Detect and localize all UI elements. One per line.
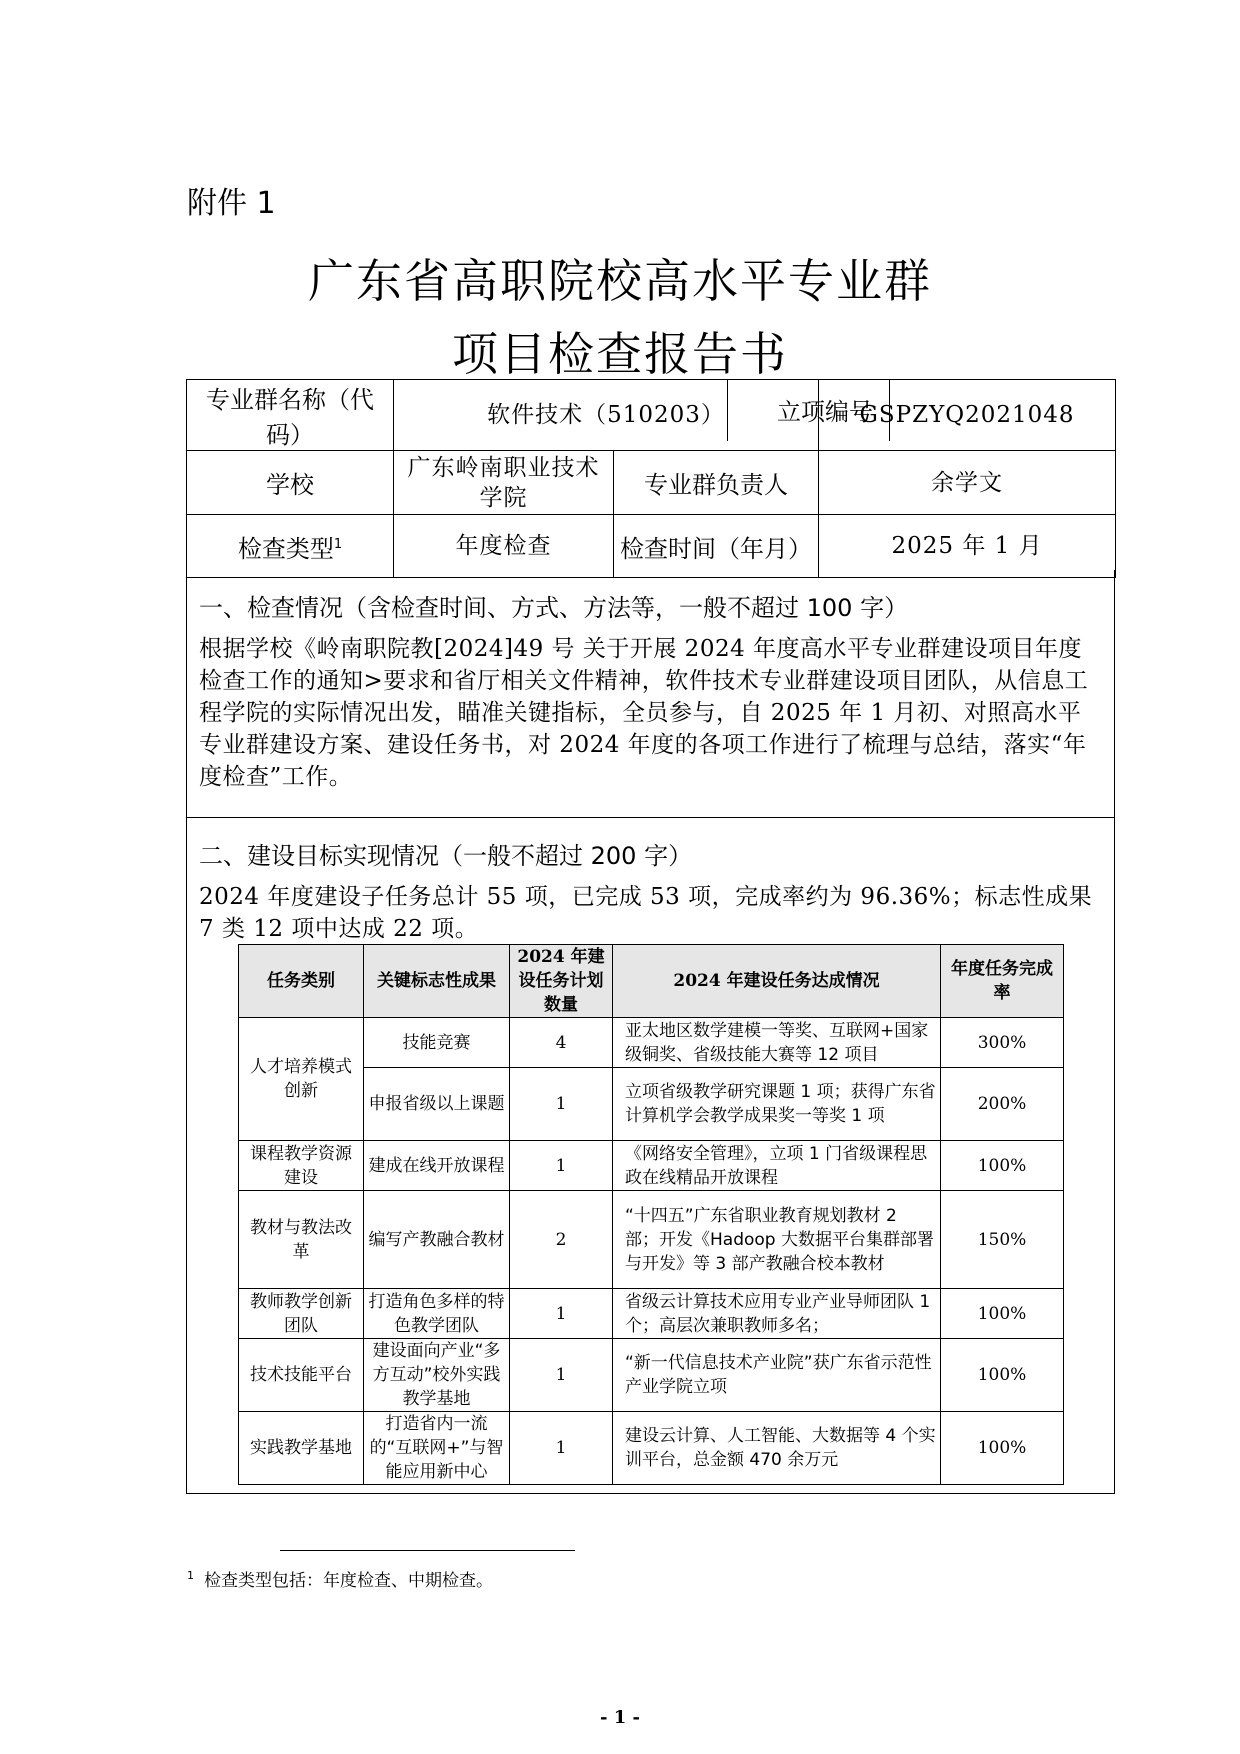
rate-cell: 150% <box>941 1191 1064 1289</box>
col-header-plan-count: 2024 年建设任务计划数量 <box>510 945 613 1018</box>
status-cell: 《网络安全管理》，立项 1 门省级课程思政在线精品开放课程 <box>613 1141 941 1191</box>
count-cell: 1 <box>510 1068 613 1141</box>
rate-cell: 300% <box>941 1018 1064 1068</box>
document-title-line1: 广东省高职院校高水平专业群 <box>308 254 932 308</box>
status-cell: “新一代信息技术产业院”获广东省示范性产业学院立项 <box>613 1339 941 1412</box>
status-cell: “十四五”广东省职业教育规划教材 2 部；开发《Hadoop 大数据平台集群部署与开发》等 3 部产教融合校本教材 <box>613 1191 941 1289</box>
table-row <box>239 1412 1064 1485</box>
category-cell: 人才培养模式创新 <box>239 1018 364 1141</box>
table-row <box>239 1289 1064 1339</box>
footnote-number: 1 <box>187 1569 194 1583</box>
document-title-line2: 项目检查报告书 <box>452 327 788 381</box>
section2-body: 2024 年度建设子任务总计 55 项，已完成 53 项，完成率约为 96.36%；标志性成果 7 类 12 项中达成 22 项。 <box>199 884 1093 942</box>
outcome-cell: 技能竞赛 <box>364 1018 510 1068</box>
section2-heading: 二、建设目标实现情况（一般不超过 200 字） <box>199 842 693 870</box>
count-cell: 1 <box>510 1339 613 1412</box>
count-cell: 2 <box>510 1191 613 1289</box>
table-row <box>239 1141 1064 1191</box>
attachment-label: 附件 1 <box>187 186 276 221</box>
project-no-divider <box>889 379 890 441</box>
footnote-separator <box>280 1550 575 1551</box>
check-type-value: 年度检查 <box>394 515 614 578</box>
section-inspection <box>186 570 1115 818</box>
outcome-cell: 打造省内一流的“互联网+”与智能应用新中心 <box>364 1412 510 1485</box>
count-cell: 1 <box>510 1412 613 1485</box>
leader-value: 余学文 <box>819 451 1116 515</box>
school-label: 学校 <box>187 451 394 515</box>
count-cell: 1 <box>510 1289 613 1339</box>
group-name-value: 软件技术（510203） <box>394 380 819 451</box>
category-cell: 技术技能平台 <box>239 1339 364 1412</box>
outcome-cell: 编写产教融合教材 <box>364 1191 510 1289</box>
rate-cell: 200% <box>941 1068 1064 1141</box>
group-name-label: 专业群名称（代码） <box>187 380 394 451</box>
outcome-cell: 建设面向产业“多方互动”校外实践教学基地 <box>364 1339 510 1412</box>
school-value: 广东岭南职业技术学院 <box>394 451 614 515</box>
category-cell: 教师教学创新团队 <box>239 1289 364 1339</box>
task-table <box>238 944 1064 1485</box>
footnote-text: 检查类型包括：年度检查、中期检查。 <box>204 1571 493 1591</box>
status-cell: 亚太地区数学建模一等奖、互联网+国家级铜奖、省级技能大赛等 12 项目 <box>613 1018 941 1068</box>
check-time-label: 检查时间（年月） <box>614 515 819 578</box>
check-time-value: 2025 年 1 月 <box>819 515 1116 578</box>
category-cell: 教材与教法改革 <box>239 1191 364 1289</box>
rate-cell: 100% <box>941 1339 1064 1412</box>
status-cell: 建设云计算、人工智能、大数据等 4 个实训平台，总金额 470 余万元 <box>613 1412 941 1485</box>
section1-heading: 一、检查情况（含检查时间、方式、方法等，一般不超过 100 字） <box>199 594 909 622</box>
project-no-label: 立项编号 <box>777 398 873 426</box>
footnote <box>187 1566 493 1591</box>
basic-info-table <box>186 379 1116 578</box>
page-number: - 1 - <box>600 1707 640 1728</box>
project-no-value: GSPZYQ2021048 <box>819 380 1116 451</box>
status-cell: 省级云计算技术应用专业产业导师团队 1 个；高层次兼职教师多名； <box>613 1289 941 1339</box>
rate-cell: 100% <box>941 1412 1064 1485</box>
category-cell: 实践教学基地 <box>239 1412 364 1485</box>
rate-cell: 100% <box>941 1289 1064 1339</box>
count-cell: 1 <box>510 1141 613 1191</box>
category-cell: 课程教学资源建设 <box>239 1141 364 1191</box>
col-header-rate: 年度任务完成率 <box>941 945 1064 1018</box>
col-header-category: 任务类别 <box>239 945 364 1018</box>
group-value-divider <box>727 379 728 441</box>
check-type-label: 检查类型$^1$ <box>187 515 394 578</box>
status-cell: 立项省级教学研究课题 1 项；获得广东省计算机学会教学成果奖一等奖 1 项 <box>613 1068 941 1141</box>
outcome-cell: 建成在线开放课程 <box>364 1141 510 1191</box>
count-cell: 4 <box>510 1018 613 1068</box>
table-row <box>239 1018 1064 1068</box>
leader-label: 专业群负责人 <box>614 451 819 515</box>
col-header-outcome: 关键标志性成果 <box>364 945 510 1018</box>
outcome-cell: 打造角色多样的特色教学团队 <box>364 1289 510 1339</box>
col-header-status: 2024 年建设任务达成情况 <box>613 945 941 1018</box>
section1-body: 根据学校《岭南职院教[2024]49 号 关于开展 2024 年度高水平专业群建设项目年度检查工作的通知>要求和省厅相关文件精神，软件技术专业群建设项目团队，从信息工程学院的实际情况出发，瞄准关键指标，全员参与，自 2025 年 1 月初、对照高水平专业群建设方案、建设任务书，对 2024 年度的各项工作进行了梳理与总结，落实“年度检查”工作。 <box>199 636 1089 790</box>
outcome-cell: 申报省级以上课题 <box>364 1068 510 1141</box>
table-row <box>239 1339 1064 1412</box>
table-row <box>239 1191 1064 1289</box>
footnote-marker: 1 <box>333 536 343 552</box>
rate-cell: 100% <box>941 1141 1064 1191</box>
